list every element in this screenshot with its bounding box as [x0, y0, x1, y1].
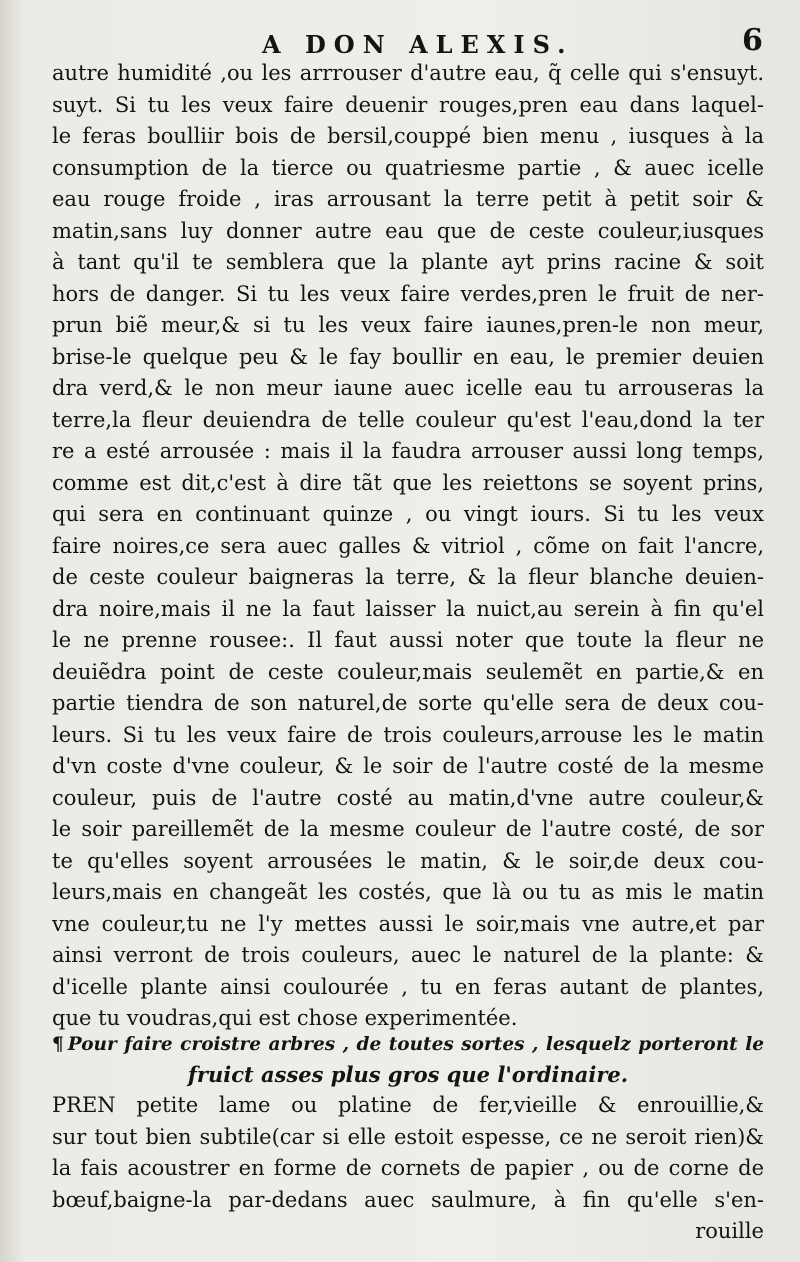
text-line: faire noires,ce sera auec galles & vitriol , cõme on fait l'ancre, [52, 533, 764, 558]
running-title: A DON ALEXIS. [262, 30, 574, 59]
text-line: le feras boulliir bois de bersil,couppé bien menu , iusques à la [52, 124, 764, 148]
body-text-2 [52, 1090, 764, 1248]
text-line: dra verd,& le non meur iaune auec icelle eau tu arrouseras la [52, 376, 764, 400]
text-line: leurs,mais en changeãt les costés, que là ou tu as mis le matin [52, 880, 764, 904]
text-line: consumption de la tierce ou quatriesme partie , & auec icelle [52, 155, 764, 180]
text-line: autre humidité ,ou les arrrouser d'autre eau, q̃ celle qui s'ensuyt. [52, 61, 764, 85]
text-line: te qu'elles soyent arrousées le matin, & le soir,de deux cou- [52, 848, 764, 873]
text-line: leurs. Si tu les veux faire de trois couleurs,arrouse les le matin [52, 722, 764, 747]
text-line: le soir pareillemẽt de la mesme couleur de l'autre costé, de sor [52, 817, 764, 841]
text-line: de ceste couleur baigneras la terre, & la fleur blanche deuien- [52, 565, 764, 589]
running-head [0, 23, 800, 60]
text-line: que tu voudras,qui est chose experimentée. [52, 1006, 518, 1030]
page-number: 6 [742, 23, 763, 58]
section-heading [52, 1030, 764, 1090]
text-line: re a esté arrousée : mais il la faudra arrouser aussi long temps, [52, 439, 764, 463]
text-line: le ne prenne rousee:. Il faut aussi noter que toute la fleur ne [52, 628, 764, 652]
text-line: vne couleur,tu ne l'y mettes aussi le soir,mais vne autre,et par [52, 911, 764, 936]
section-heading-text-1: Pour faire croistre arbres , de toutes sortes , lesquelz porteront le [67, 1034, 764, 1055]
text-line: ainsi verront de trois couleurs, auec le naturel de la plante: & [52, 943, 764, 967]
text-line: partie tiendra de son naturel,de sorte qu'elle sera de deux cou- [52, 691, 764, 715]
text-line: qui sera en continuant quinze , ou vingt iours. Si tu les veux [52, 502, 764, 526]
text-line: deuiẽdra point de ceste couleur,mais seulemẽt en partie,& en [52, 659, 764, 684]
text-line: dra noire,mais il ne la faut laisser la nuict,au serein à fin qu'el [52, 596, 764, 621]
text-line: couleur, puis de l'autre costé au matin,d'vne autre couleur,& [52, 785, 764, 810]
text-line: terre,la fleur deuiendra de telle couleur qu'est l'eau,dond la ter [52, 407, 764, 432]
text-line: d'vn coste d'vne couleur, & le soir de l'autre costé de la mesme [52, 754, 764, 778]
catchword: rouille [695, 1219, 764, 1243]
text-line: suyt. Si tu les veux faire deuenir rouges,pren eau dans laquel- [52, 92, 764, 117]
body-text [52, 58, 764, 1035]
text-line: eau rouge froide , iras arrousant la terre petit à petit soir & [52, 187, 764, 211]
section-heading-line-1 [52, 1030, 764, 1060]
text-line: brise-le quelque peu & le fay boullir en eau, le premier deuien [52, 344, 764, 369]
section-heading-line-2: fruict asses plus gros que l'ordinaire. [187, 1062, 629, 1087]
text-line: bœuf,baigne-la par-dedans auec saulmure, à fin qu'elle s'en- [52, 1187, 764, 1212]
text-line: comme est dit,c'est à dire tãt que les reiettons se soyent prins, [52, 470, 764, 495]
text-line: d'icelle plante ainsi coulourée , tu en feras autant de plantes, [52, 974, 764, 999]
text-line: PREN petite lame ou platine de fer,vieille & enrouillie,& [52, 1093, 764, 1117]
text-line: sur tout bien subtile(car si elle estoit espesse, ce ne seroit rien)& [52, 1124, 764, 1149]
pilcrow-icon: ¶ [52, 1034, 64, 1055]
text-line: à tant qu'il te semblera que la plante ayt prins racine & soit [52, 250, 764, 274]
text-line: prun biẽ meur,& si tu les veux faire iaunes,pren-le non meur, [52, 313, 764, 337]
text-line: matin,sans luy donner autre eau que de ceste couleur,iusques [52, 218, 764, 243]
text-line: hors de danger. Si tu les veux faire verdes,pren le fruit de ner- [52, 281, 764, 306]
text-line: la fais acoustrer en forme de cornets de papier , ou de corne de [52, 1156, 764, 1180]
